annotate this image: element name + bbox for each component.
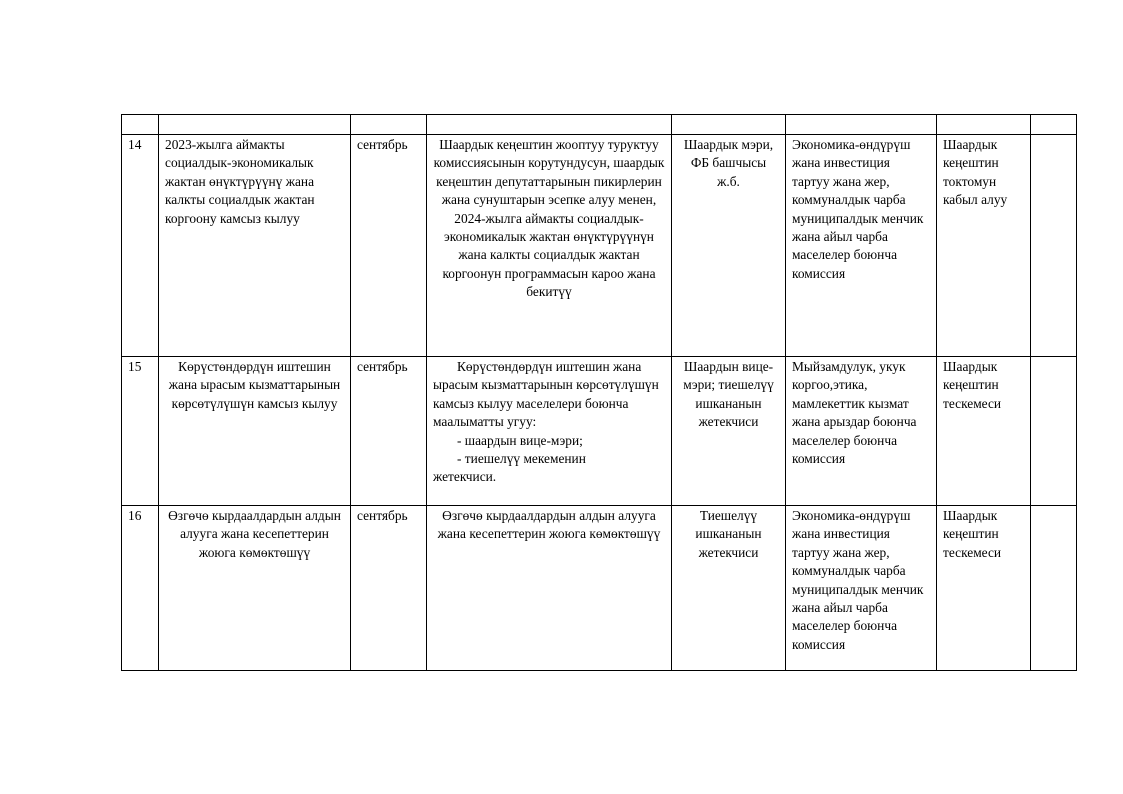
plan-table — [121, 114, 1077, 671]
table-row — [122, 357, 1077, 506]
table-cell — [159, 115, 351, 135]
event-cell: Өзгөчө кырдаалдардын алдын алууга жана кесепеттерин жоюга көмөктөшүү — [159, 506, 351, 671]
responsible-cell: Тиешелүү ишкананын жетекчиси — [672, 506, 786, 671]
table-row — [122, 115, 1077, 135]
table-cell — [937, 115, 1031, 135]
row-number: 15 — [122, 357, 159, 506]
responsible-cell: Шаардык мэри, ФБ башчысы ж.б. — [672, 135, 786, 357]
event-cell: Көрүстөндөрдүн иштешин жана ырасым кызматтарынын көрсөтүлүшүн камсыз кылуу — [159, 357, 351, 506]
form-tail: жетекчиси. — [433, 469, 497, 485]
commission-cell: Экономика-өндүрүш жана инвестиция тартуу жана жер, коммуналдык чарба муниципалдык менчик жана айыл чарба маселелер боюнча комиссия — [786, 506, 937, 671]
row-number: 16 — [122, 506, 159, 671]
empty-cell — [1031, 506, 1077, 671]
table-row — [122, 506, 1077, 671]
term-cell: сентябрь — [351, 357, 427, 506]
term-cell: сентябрь — [351, 135, 427, 357]
form-cell — [427, 357, 672, 506]
table-cell — [672, 115, 786, 135]
empty-cell — [1031, 357, 1077, 506]
table-cell — [1031, 115, 1077, 135]
term-cell: сентябрь — [351, 506, 427, 671]
table-cell — [786, 115, 937, 135]
form-intro: Көрүстөндөрдүн иштешин жана ырасым кызматтарынын көрсөтүлүшүн камсыз кылуу маселелери боюнча маалыматты угуу: — [433, 359, 659, 430]
table-cell — [122, 115, 159, 135]
empty-cell — [1031, 135, 1077, 357]
form-list-item: - шаардын вице-мэри; — [457, 432, 583, 448]
event-cell: 2023-жылга аймакты социалдык-экономикалык жактан өнүктүрүүнү жана калкты социалдык жактан коргоону камсыз кылуу — [159, 135, 351, 357]
responsible-cell: Шаардын вице-мэри; тиешелүү ишкананын жетекчиси — [672, 357, 786, 506]
table-cell — [351, 115, 427, 135]
form-cell: Өзгөчө кырдаалдардын алдын алууга жана кесепеттерин жоюга көмөктөшүү — [427, 506, 672, 671]
commission-cell: Мыйзамдулук, укук коргоо,этика, мамлекеттик кызмат жана арыздар боюнча маселелер боюнча комиссия — [786, 357, 937, 506]
table-cell — [427, 115, 672, 135]
commission-cell: Экономика-өндүрүш жана инвестиция тартуу жана жер, коммуналдык чарба муниципалдык менчик жана айыл чарба маселелер боюнча комиссия — [786, 135, 937, 357]
result-cell: Шаардык кеңештин тескемеси — [937, 506, 1031, 671]
form-cell: Шаардык кеңештин жооптуу туруктуу комиссиясынын корутундусун, шаардык кеңештин депутаттарынын пикирлерин жана сунуштарын эсепке алуу менен, 2024-жылга аймакты социалдык-экономикалык жактан өнүктүрүүнүн жана калкты социалдык жактан коргоонун программасын кароо жана бекитүү — [427, 135, 672, 357]
table-row — [122, 135, 1077, 357]
result-cell: Шаардык кеңештин тескемеси — [937, 357, 1031, 506]
result-cell: Шаардык кеңештин токтомун кабыл алуу — [937, 135, 1031, 357]
form-list-item: - тиешелүү мекеменин — [457, 451, 586, 467]
row-number: 14 — [122, 135, 159, 357]
